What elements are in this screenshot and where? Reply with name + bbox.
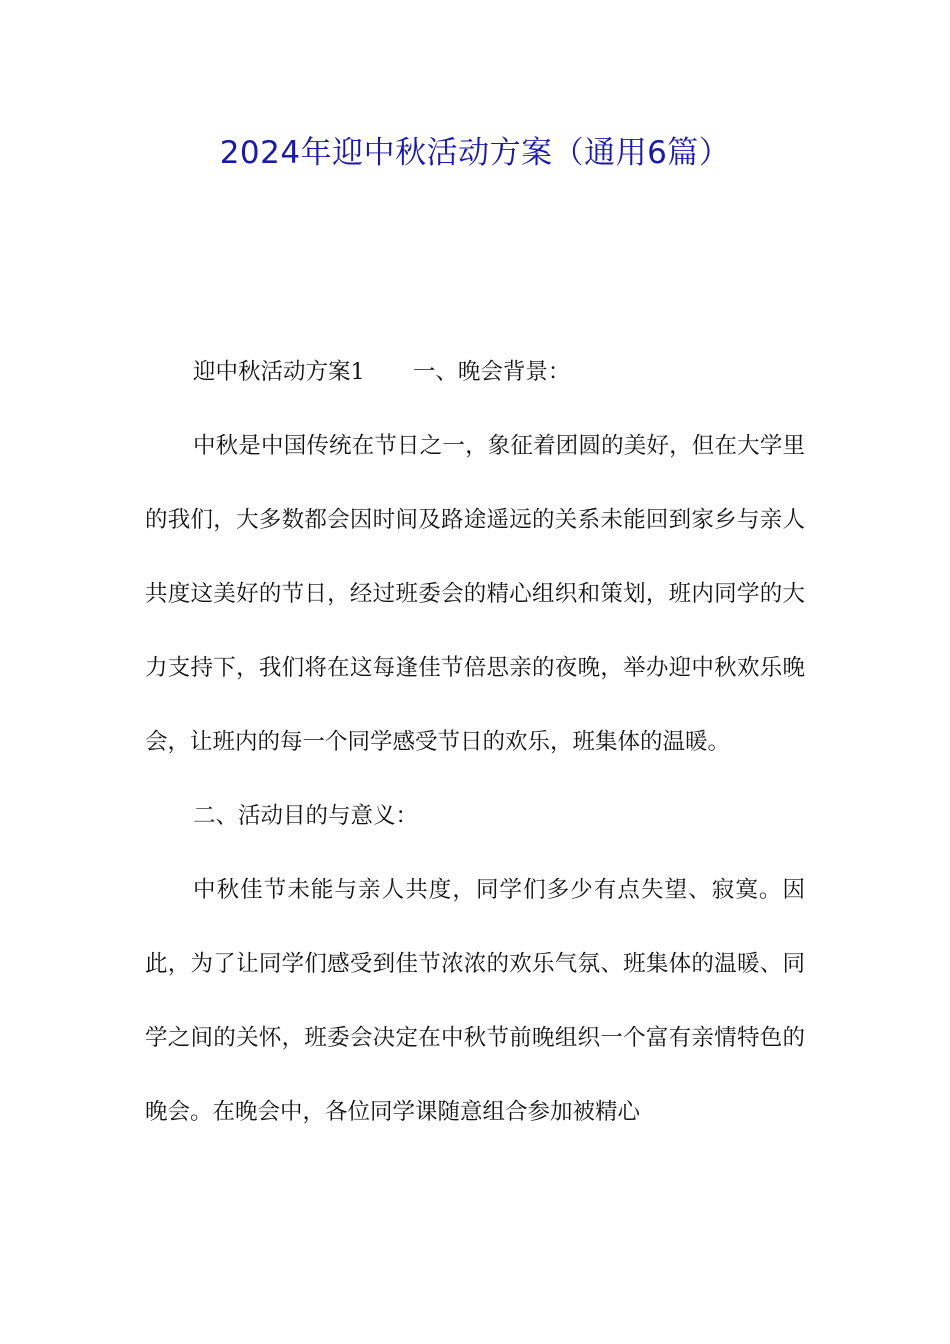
document-title: 2024年迎中秋活动方案（通用6篇） <box>219 135 731 171</box>
document-body <box>145 335 805 1149</box>
paragraph-purpose-heading: 二、活动目的与意义： <box>193 803 419 829</box>
section-heading: 迎中秋活动方案1 <box>193 359 365 385</box>
section-heading-line <box>145 335 805 409</box>
section-subheading: 一、晚会背景： <box>412 359 571 385</box>
paragraph-purpose: 中秋佳节未能与亲人共度，同学们多少有点失望、寂寞。因此，为了让同学们感受到佳节浓浓的欢乐气氛、班集体的温暖、同学之间的关怀，班委会决定在中秋节前晚组织一个富有亲情特色的晚会。在晚会中，各位同学课随意组合参加被精心 <box>145 877 805 1125</box>
paragraph-background: 中秋是中国传统在节日之一，象征着团圆的美好，但在大学里的我们，大多数都会因时间及路途遥远的关系未能回到家乡与亲人共度这美好的节日，经过班委会的精心组织和策划，班内同学的大力支持下，我们将在这每逢佳节倍思亲的夜晚，举办迎中秋欢乐晚会，让班内的每一个同学感受节日的欢乐，班集体的温暖。 <box>145 433 805 755</box>
